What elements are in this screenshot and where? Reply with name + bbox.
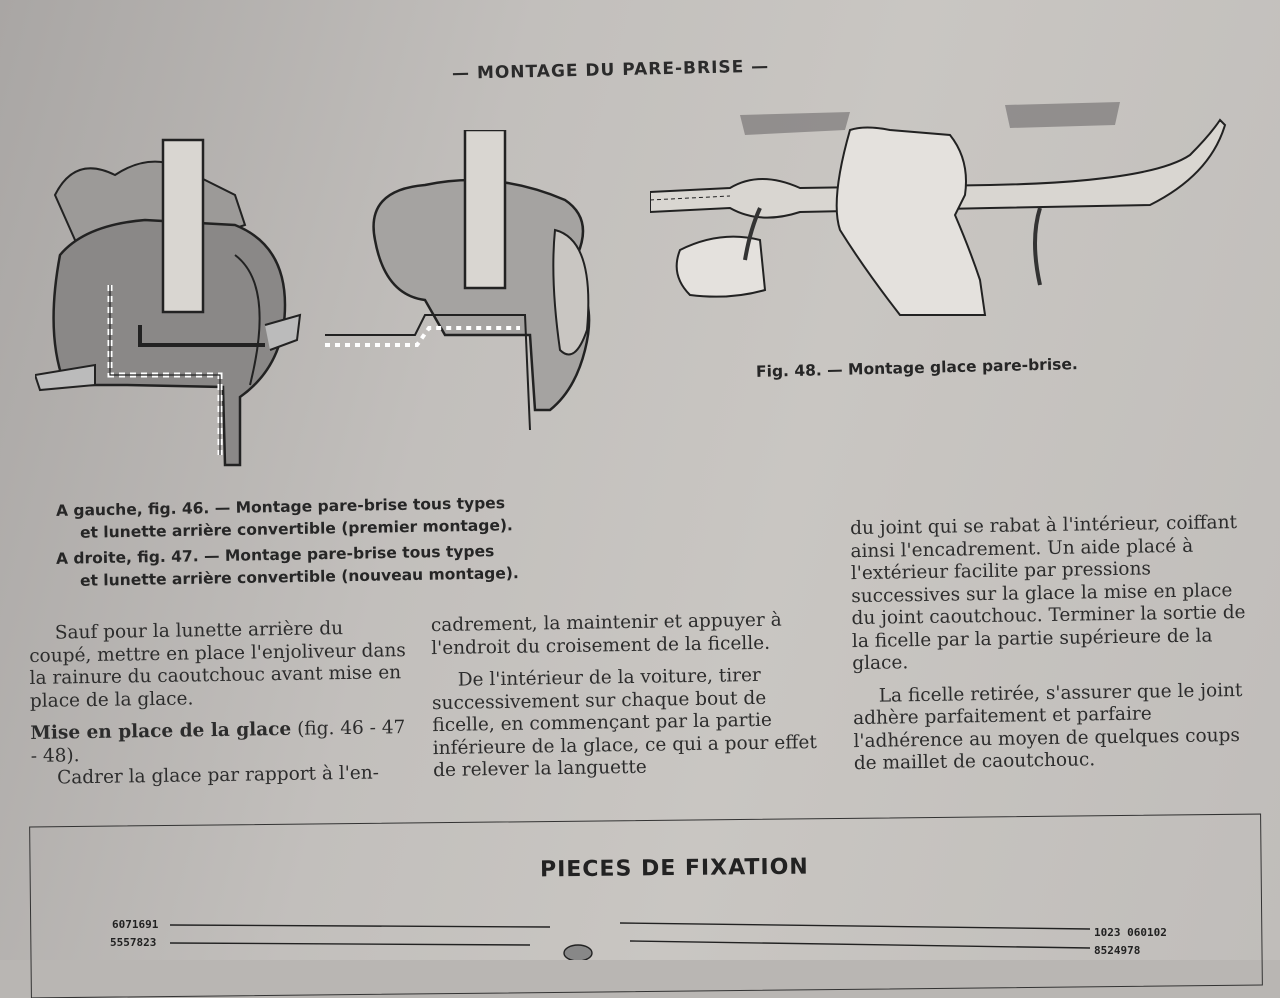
text-column-1 xyxy=(29,617,410,790)
section-figure-ref: (fig. 46 - 47 - 48). xyxy=(30,717,406,767)
paragraph-ficelle-retiree: La ficelle retirée, s'assurer que le joint adhère parfaitement et parfaire l'adhérence au moyen de quelques coups de maillet de caoutchouc. xyxy=(852,679,1243,775)
parts-box-title: PIECES DE FIXATION xyxy=(539,854,809,883)
part-ref-right-1: 1023 060102 xyxy=(1094,926,1167,939)
parts-diagram-leaders xyxy=(170,915,1100,960)
fig-46-caption-line2: et lunette arrière convertible (premier montage). xyxy=(79,516,513,542)
fig-46-drawing xyxy=(35,135,305,475)
section-heading: Mise en place de la glace xyxy=(30,718,292,744)
part-ref-right-2: 8524978 xyxy=(1094,944,1141,957)
paragraph-cadrer: Cadrer la glace par rapport à l'en- xyxy=(56,762,380,789)
fig-47-caption-line2: et lunette arrière convertible (nouveau montage). xyxy=(79,564,519,590)
part-ref-left-2: 5557823 xyxy=(110,936,157,949)
paragraph-interieur: De l'intérieur de la voiture, tirer successivement sur chaque bout de ficelle, en commençant par la partie inférieure de la glace, ce qui a pour effet de relever la languette xyxy=(431,664,817,782)
text-column-2 xyxy=(431,609,826,783)
fig-46-caption-line1: A gauche, fig. 46. — Montage pare-brise tous types xyxy=(55,494,506,520)
parts-box xyxy=(29,814,1263,998)
text-column-3 xyxy=(850,512,1249,776)
paragraph-enjoliveur: Sauf pour la lunette arrière du coupé, mettre en place l'enjoliveur dans la rainure du caoutchouc avant mise en place de la glace. xyxy=(29,618,406,712)
fig-48-caption: Fig. 48. — Montage glace pare-brise. xyxy=(755,355,1078,381)
fig-47-drawing xyxy=(325,130,610,440)
page-header: — MONTAGE DU PARE-BRISE — xyxy=(451,56,770,84)
paragraph-encadrement: cadrement, la maintenir et appuyer à l'endroit du croisement de la ficelle. xyxy=(430,609,782,659)
fig-48-drawing xyxy=(650,100,1235,325)
fig-47-caption-line1: A droite, fig. 47. — Montage pare-brise tous types xyxy=(55,542,495,568)
part-ref-left-1: 6071691 xyxy=(112,918,159,931)
paragraph-joint: du joint qui se rabat à l'intérieur, coiffant ainsi l'encadrement. Un aide placé à l'extérieur facilite par pressions successives sur la glace la mise en place du joint caoutchouc. Terminer la sortie de la ficelle par la partie supérieure de la glace. xyxy=(850,512,1246,675)
